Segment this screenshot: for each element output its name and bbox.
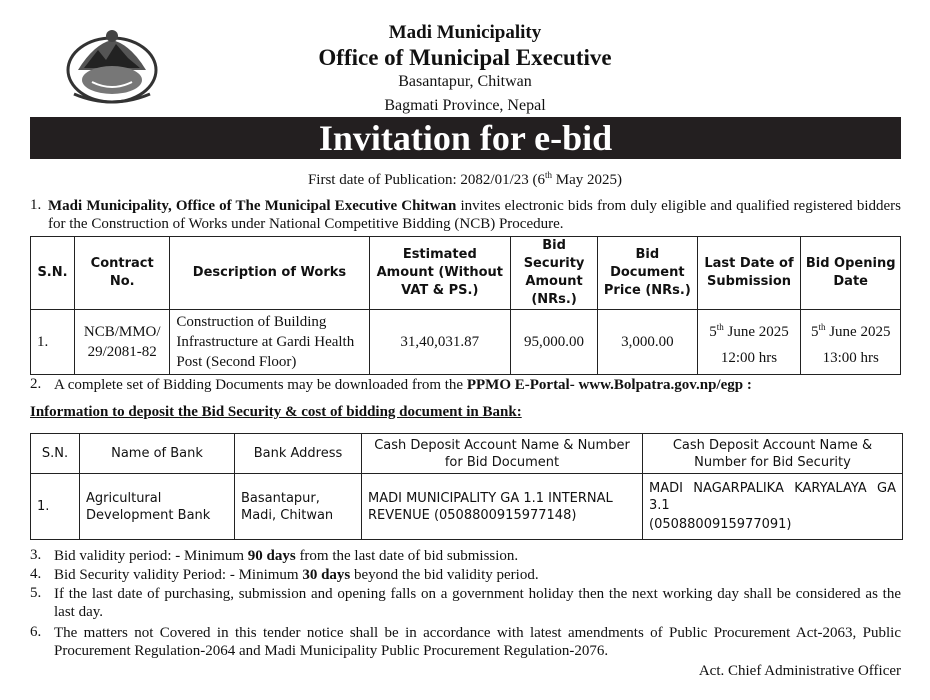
address-line-2: Bagmati Province, Nepal	[384, 97, 546, 114]
point-1-text: Madi Municipality, Office of The Municipal Executive Chitwan invites electronic bids from duly eligible and qualified registered bidders for the Construction of Works under National Competitive Bidding (NCB) Procedure.	[48, 198, 901, 232]
col-last-date: Last Date of Submission	[697, 237, 801, 310]
row-estimated-amount: 31,40,031.87	[369, 310, 511, 375]
col-sn: S.N.	[31, 237, 75, 310]
point-5-text: If the last date of purchasing, submission and opening falls on a government holiday then the next working day shall be considered as the last day.	[54, 586, 901, 620]
bank-col-doc-account: Cash Deposit Account Name & Number for Bid Document	[362, 434, 643, 474]
point-6-text: The matters not Covered in this tender notice shall be in accordance with latest amendments of Public Procurement Act-2063, Public Procurement Regulation-2064 and Madi Municipality Public Procurement Regulation-2076.	[54, 625, 901, 659]
page-title-banner: Invitation for e-bid	[30, 117, 901, 159]
publication-date: First date of Publication: 2082/01/23 (6th May 2025)	[307, 170, 623, 188]
bid-table-header-row	[31, 237, 901, 310]
row-opening-date: 5th June 2025 13:00 hrs	[801, 310, 901, 375]
point-4-number: 4.	[30, 566, 42, 582]
point-2-number: 2.	[30, 376, 42, 392]
point-5-number: 5.	[30, 585, 42, 601]
col-contract-no: Contract No.	[75, 237, 170, 310]
bank-table	[30, 433, 903, 540]
col-description: Description of Works	[170, 237, 369, 310]
row-description: Construction of Building Infrastructure at Gardi Health Post (Second Floor)	[170, 310, 369, 375]
point-1-number: 1.	[30, 197, 42, 213]
bank-col-name: Name of Bank	[80, 434, 235, 474]
office-name: Office of Municipal Executive	[318, 45, 612, 70]
row-last-date: 5th June 2025 12:00 hrs	[697, 310, 801, 375]
col-opening-date: Bid Opening Date	[801, 237, 901, 310]
table-row	[31, 474, 903, 540]
col-bid-security: Bid Security Amount (NRs.)	[511, 237, 598, 310]
row-contract-no: NCB/MMO/ 29/2081-82	[75, 310, 170, 375]
col-estimated-amount: Estimated Amount (Without VAT & PS.)	[369, 237, 511, 310]
bank-table-header-row	[31, 434, 903, 474]
bank-row-name: Agricultural Development Bank	[80, 474, 235, 540]
point-6-number: 6.	[30, 624, 42, 640]
bank-row-sn: 1.	[31, 474, 80, 540]
bank-row-security-account: MADI NAGARPALIKA KARYALAYA GA 3.1 (0508800915977091)	[643, 474, 903, 540]
bank-row-doc-account: MADI MUNICIPALITY GA 1.1 INTERNAL REVENUE (0508800915977148)	[362, 474, 643, 540]
bank-col-security-account: Cash Deposit Account Name & Number for Bid Security	[643, 434, 903, 474]
bank-col-address: Bank Address	[235, 434, 362, 474]
point-3-number: 3.	[30, 547, 42, 563]
point-4-text: Bid Security validity Period: - Minimum 30 days beyond the bid validity period.	[54, 567, 539, 583]
deposit-info-heading: Information to deposit the Bid Security & cost of bidding document in Bank:	[30, 404, 522, 420]
row-bid-security: 95,000.00	[511, 310, 598, 375]
signature-line: Act. Chief Administrative Officer	[698, 663, 901, 679]
bid-table	[30, 236, 901, 375]
municipality-name: Madi Municipality	[388, 22, 542, 43]
bank-row-address: Basantapur, Madi, Chitwan	[235, 474, 362, 540]
point-2-text: A complete set of Bidding Documents may be downloaded from the PPMO E-Portal- www.Bolpatra.gov.np/egp :	[54, 377, 752, 393]
table-row	[31, 310, 901, 375]
bank-col-sn: S.N.	[31, 434, 80, 474]
col-doc-price: Bid Document Price (NRs.)	[598, 237, 698, 310]
row-doc-price: 3,000.00	[598, 310, 698, 375]
address-line-1: Basantapur, Chitwan	[398, 73, 532, 90]
point-3-text: Bid validity period: - Minimum 90 days from the last date of bid submission.	[54, 548, 519, 564]
row-sn: 1.	[31, 310, 75, 375]
